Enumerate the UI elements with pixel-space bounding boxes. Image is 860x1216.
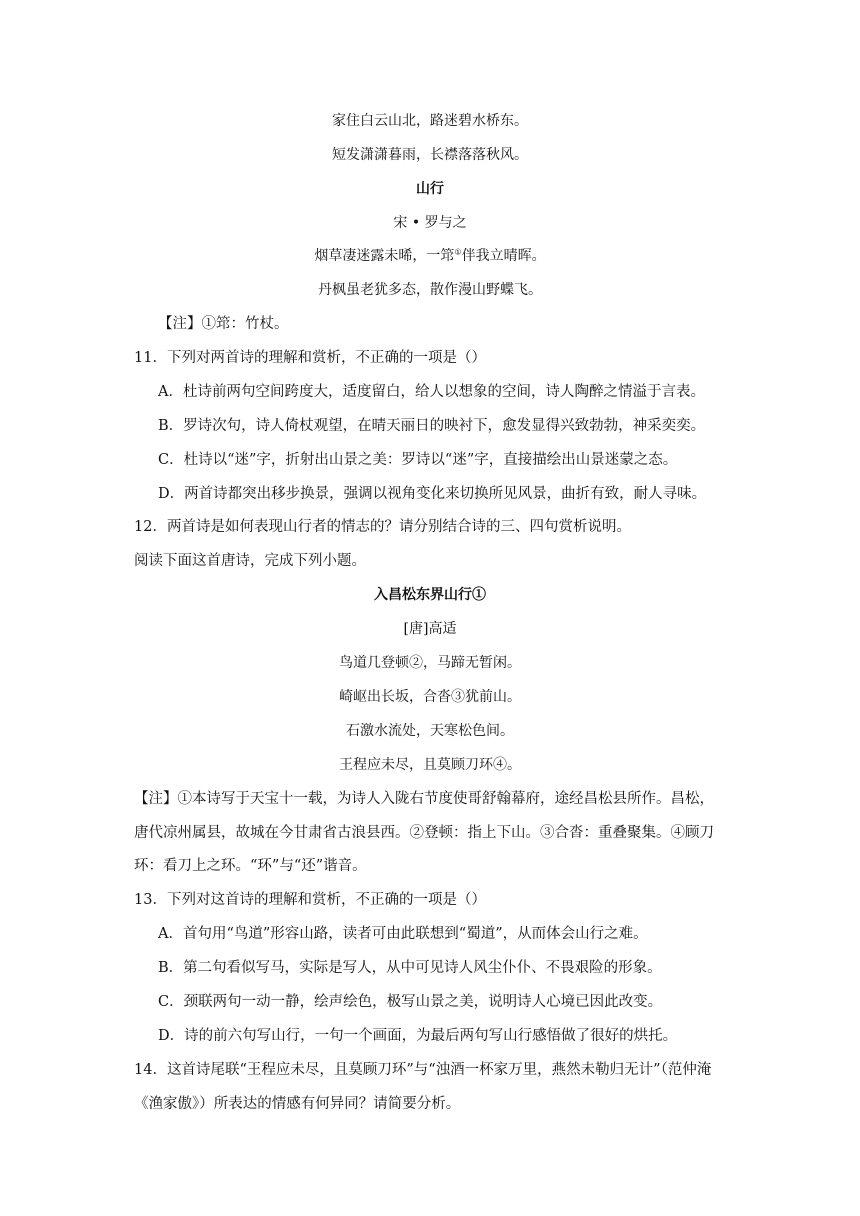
poem1-line3: 家住白云山北，路迷碧水桥东。 <box>332 113 528 129</box>
question-13-stem: 13．下列对这首诗的理解和赏析，不正确的一项是（） <box>134 892 486 908</box>
question-14-stem-line: 《渔家傲》）所表达的情感有何异同？请简要分析。 <box>134 1096 461 1112</box>
poem3-note-line: 唐代凉州属县，故城在今甘肃省古浪县西。②登顿：指上下山。③合沓：重叠聚集。④顾刀 <box>134 825 714 841</box>
poem3-note-line: 【注】①本诗写于天宝十一载，为诗人入陇右节度使哥舒翰幕府，途经昌松县所作。昌松， <box>134 791 714 807</box>
reading-intro: 阅读下面这首唐诗，完成下列小题。 <box>134 553 366 569</box>
poem2-line2: 丹枫虽老犹多态，散作漫山野蝶飞。 <box>318 282 542 298</box>
question-13-option-d: D．诗的前六句写山行，一句一个画面，为最后两句写山行感悟做了很好的烘托。 <box>158 1028 678 1044</box>
question-13-option-b: B．第二句看似写马，实际是写人，从中可见诗人风尘仆仆、不畏艰险的形象。 <box>158 960 662 976</box>
poem3-title: 入昌松东界山行① <box>374 587 486 603</box>
poem1-line4: 短发潇潇暮雨，长襟落落秋风。 <box>332 147 528 163</box>
poem2-line1-before: 烟草凄迷露未晞，一筇 <box>314 248 455 264</box>
question-14-stem-line: 14．这首诗尾联“王程应未尽，且莫顾刀环”与“浊酒一杯家万里，燕然未勒归无计”（范仲淹 <box>134 1062 712 1078</box>
question-11-option-d: D．两首诗都突出移步换景，强调以视角变化来切换所见风景，曲折有致，耐人寻味。 <box>158 486 707 502</box>
question-13-option-a: A．首句用“鸟道”形容山路，读者可由此联想到“蜀道”，从而体会山行之难。 <box>158 926 648 942</box>
poem2-title: 山行 <box>416 181 444 197</box>
question-12-stem: 12．两首诗是如何表现山行者的情志的？请分别结合诗的三、四句赏析说明。 <box>134 519 631 535</box>
poem2-line1 <box>0 245 860 267</box>
poem3-note-line: 环：看刀上之环。“环”与“还”谐音。 <box>134 858 367 874</box>
question-13-option-c: C．颈联两句一动一静，绘声绘色，极写山景之美，说明诗人心境已因此改变。 <box>158 994 663 1010</box>
poem2-note: 【注】①筇：竹杖。 <box>158 316 289 332</box>
poem3-author: [唐]高适 <box>403 621 457 637</box>
footnote-marker: ① <box>454 247 462 257</box>
question-11-stem: 11．下列对两首诗的理解和赏析，不正确的一项是（） <box>134 350 486 366</box>
question-11-option-c: C．杜诗以“迷”字，折射出山景之美：罗诗以“迷”字，直接描绘出山景迷蒙之态。 <box>158 452 678 468</box>
poem2-line1-after: 伴我立晴晖。 <box>461 248 546 264</box>
poem3-line: 王程应未尽，且莫顾刀环④。 <box>339 757 521 773</box>
poem3-line: 鸟道几登顿②，马蹄无暂闲。 <box>339 655 521 671</box>
poem3-line: 石激水流处，天寒松色间。 <box>346 723 514 739</box>
question-11-option-a: A．杜诗前两句空间跨度大，适度留白，给人以想象的空间，诗人陶醉之情溢于言表。 <box>158 384 705 400</box>
question-11-option-b: B．罗诗次句，诗人倚杖观望，在晴天丽日的映衬下，愈发显得兴致勃勃，神采奕奕。 <box>158 418 706 434</box>
poem2-author: 宋 • 罗与之 <box>393 215 467 231</box>
poem3-line: 崎岖出长坂，合沓③犹前山。 <box>339 689 521 705</box>
